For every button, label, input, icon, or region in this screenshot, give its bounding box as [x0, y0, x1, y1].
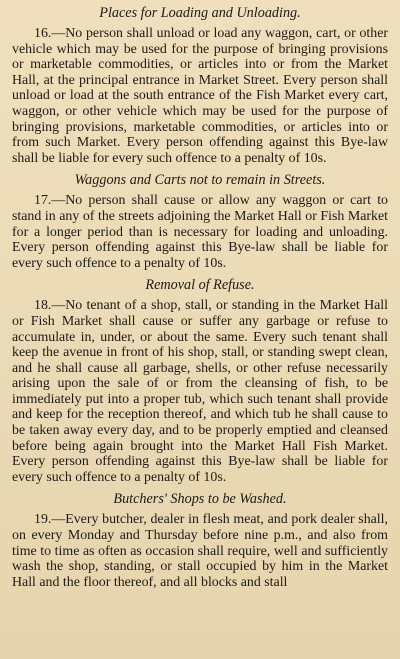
- section-heading-removal-refuse: Removal of Refuse.: [145, 277, 255, 294]
- bye-law-17-paragraph: 17.—No person shall cause or allow any waggon or cart to stand in any of the streets adjoining the Market Hall or Fish Market for a longer period than is necessary for loading and unloading. Every person offending against this Bye-law shall be liable for every such offence to a penalty of 10s.: [12, 193, 388, 271]
- section-heading-waggons-carts: Waggons and Carts not to remain in Streets.: [74, 172, 326, 189]
- bye-law-16-paragraph: 16.—No person shall unload or load any waggon, cart, or other vehicle which may be used for the purpose of bringing provisions or marketable commodities, or articles into or from the Market Hall, at the principal entrance in Market Street. Every person shall unload or load at the south entrance of the Fish Market every cart, waggon, or other vehicle which may be used for the purpose of bringing provisions, marketable commodities, or articles into or from such Market. Every person offending against this Bye-law shall be liable for every such offence to a penalty of 10s.: [12, 26, 388, 166]
- section-heading-loading-unloading: Places for Loading and Unloading.: [99, 5, 301, 21]
- bye-law-19-paragraph: 19.—Every butcher, dealer in flesh meat, and pork dealer shall, on every Monday and Thursday before nine p.m., and also from time to time as often as occasion shall require, well and sufficiently wash the shop, standing, or stall occupied by him in the Market Hall and the floor thereof, and all blocks and stall: [12, 512, 388, 590]
- section-heading-butchers-shops: Butchers' Shops to be Washed.: [113, 491, 287, 508]
- bye-law-18-paragraph: 18.—No tenant of a shop, stall, or standing in the Market Hall or Fish Market shall cause or suffer any garbage or refuse to accumulate in, under, or about the same. Every such tenant shall keep the avenue in front of his shop, stall, or standing swept clean, and he shall cause all garbage, shells, or other refuse necessarily arising upon the sale of or from the cleansing of fish, to be immediately put into a proper tub, which such tenant shall provide and keep for the reception thereof, and which tub he shall cause to be taken away every day, and to be properly emptied and cleansed before being again brought into the Market Hall Fish Market. Every person offending against this Bye-law shall be liable for every such offence to a penalty of 10s.: [12, 298, 388, 485]
